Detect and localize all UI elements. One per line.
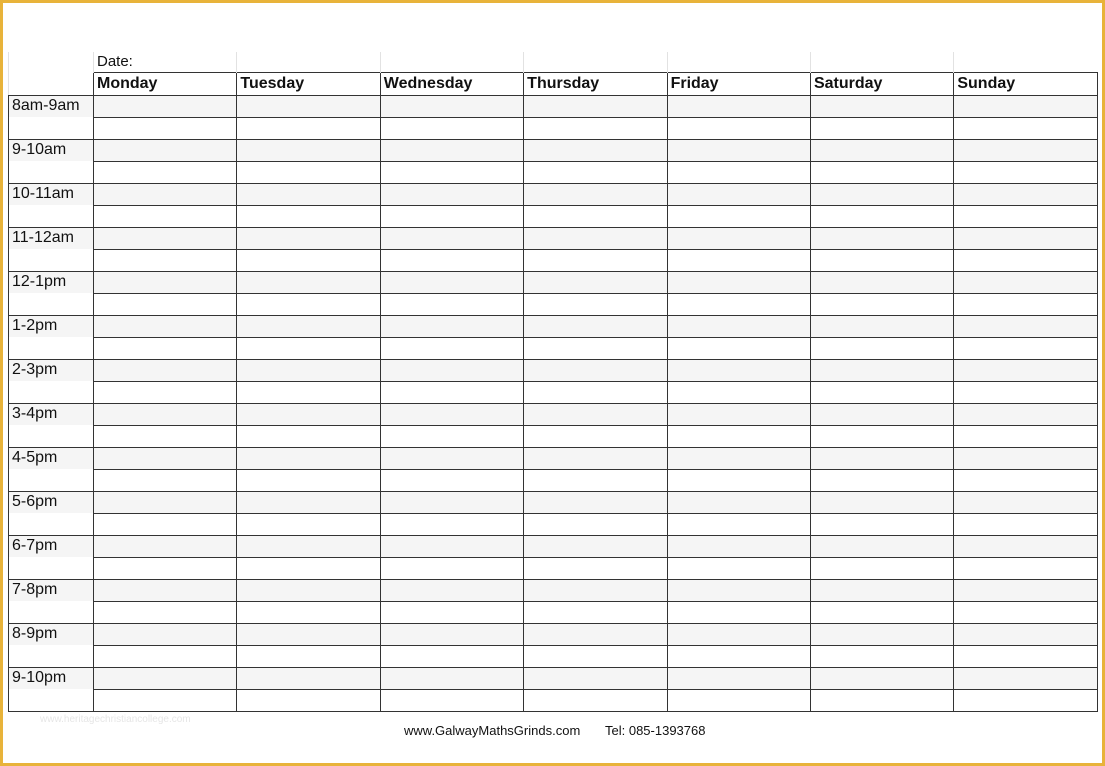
schedule-cell[interactable] (954, 447, 1097, 469)
time-slot-spacer (9, 601, 94, 623)
time-slot-row (9, 513, 1098, 535)
schedule-cell[interactable] (810, 95, 953, 117)
schedule-cell[interactable] (524, 557, 667, 579)
schedule-cell[interactable] (667, 337, 810, 359)
schedule-cell[interactable] (237, 579, 380, 601)
schedule-cell[interactable] (94, 689, 237, 711)
schedule-cell[interactable] (667, 491, 810, 513)
time-slot-row (9, 183, 1098, 205)
schedule-cell[interactable] (94, 95, 237, 117)
schedule-cell[interactable] (237, 183, 380, 205)
schedule-cell[interactable] (94, 183, 237, 205)
schedule-cell[interactable] (237, 667, 380, 689)
time-slot-spacer (9, 513, 94, 535)
schedule-cell[interactable] (810, 183, 953, 205)
schedule-cell[interactable] (380, 645, 523, 667)
schedule-cell[interactable] (524, 359, 667, 381)
schedule-cell[interactable] (94, 403, 237, 425)
schedule-cell[interactable] (524, 161, 667, 183)
schedule-cell[interactable] (94, 491, 237, 513)
time-slot-row (9, 139, 1098, 161)
schedule-cell[interactable] (237, 535, 380, 557)
schedule-cell[interactable] (954, 95, 1097, 117)
schedule-cell[interactable] (667, 117, 810, 139)
time-slot-spacer (9, 293, 94, 315)
schedule-cell[interactable] (237, 359, 380, 381)
day-header: Tuesday (237, 72, 380, 95)
schedule-cell[interactable] (380, 337, 523, 359)
time-slot-row (9, 425, 1098, 447)
schedule-cell[interactable] (810, 469, 953, 491)
schedule-cell[interactable] (524, 667, 667, 689)
schedule-cell[interactable] (237, 623, 380, 645)
schedule-cell[interactable] (237, 95, 380, 117)
time-slot-row (9, 579, 1098, 601)
time-slot-row (9, 293, 1098, 315)
day-header: Saturday (810, 72, 953, 95)
time-slot-label: 9-10am (9, 139, 94, 161)
schedule-cell[interactable] (954, 469, 1097, 491)
schedule-cell[interactable] (667, 95, 810, 117)
schedule-cell[interactable] (380, 249, 523, 271)
schedule-cell[interactable] (380, 95, 523, 117)
time-slot-spacer (9, 425, 94, 447)
schedule-cell[interactable] (380, 205, 523, 227)
time-slot-row (9, 403, 1098, 425)
schedule-cell[interactable] (524, 425, 667, 447)
schedule-cell[interactable] (667, 315, 810, 337)
time-slot-label: 6-7pm (9, 535, 94, 557)
time-slot-row (9, 95, 1098, 117)
time-slot-label: 4-5pm (9, 447, 94, 469)
schedule-cell[interactable] (94, 469, 237, 491)
day-header: Monday (94, 72, 237, 95)
schedule-cell[interactable] (94, 425, 237, 447)
schedule-cell[interactable] (810, 227, 953, 249)
time-slot-spacer (9, 117, 94, 139)
schedule-cell[interactable] (810, 447, 953, 469)
date-row (9, 52, 1098, 72)
schedule-cell[interactable] (237, 293, 380, 315)
schedule-cell[interactable] (810, 271, 953, 293)
time-slot-row (9, 689, 1098, 711)
schedule-cell[interactable] (667, 557, 810, 579)
schedule-cell[interactable] (94, 117, 237, 139)
schedule-cell[interactable] (667, 447, 810, 469)
schedule-cell[interactable] (524, 95, 667, 117)
schedule-cell[interactable] (954, 381, 1097, 403)
schedule-cell[interactable] (810, 337, 953, 359)
schedule-cell[interactable] (237, 381, 380, 403)
schedule-cell[interactable] (954, 227, 1097, 249)
schedule-cell[interactable] (380, 139, 523, 161)
time-slot-label: 3-4pm (9, 403, 94, 425)
schedule-cell[interactable] (667, 161, 810, 183)
schedule-cell[interactable] (380, 227, 523, 249)
weekly-schedule-table (8, 52, 1098, 712)
schedule-cell[interactable] (667, 579, 810, 601)
schedule-cell[interactable] (810, 645, 953, 667)
schedule-cell[interactable] (524, 381, 667, 403)
time-slot-row (9, 601, 1098, 623)
schedule-cell[interactable] (94, 139, 237, 161)
schedule-cell[interactable] (94, 645, 237, 667)
time-slot-label: 2-3pm (9, 359, 94, 381)
schedule-cell[interactable] (810, 139, 953, 161)
schedule-cell[interactable] (954, 557, 1097, 579)
schedule-cell[interactable] (954, 337, 1097, 359)
schedule-cell[interactable] (810, 579, 953, 601)
schedule-cell[interactable] (524, 337, 667, 359)
schedule-cell[interactable] (380, 469, 523, 491)
schedule-cell[interactable] (810, 161, 953, 183)
schedule-cell[interactable] (237, 469, 380, 491)
time-slot-spacer (9, 645, 94, 667)
schedule-cell[interactable] (237, 513, 380, 535)
schedule-cell[interactable] (954, 161, 1097, 183)
time-slot-row (9, 315, 1098, 337)
schedule-cell[interactable] (667, 381, 810, 403)
schedule-cell[interactable] (524, 535, 667, 557)
time-slot-row (9, 205, 1098, 227)
schedule-cell[interactable] (810, 293, 953, 315)
schedule-cell[interactable] (954, 403, 1097, 425)
schedule-cell[interactable] (380, 381, 523, 403)
weekly-planner-sheet (8, 52, 1097, 711)
schedule-cell[interactable] (94, 667, 237, 689)
schedule-cell[interactable] (524, 249, 667, 271)
schedule-cell[interactable] (954, 183, 1097, 205)
schedule-cell[interactable] (524, 403, 667, 425)
schedule-cell[interactable] (954, 535, 1097, 557)
schedule-cell[interactable] (237, 491, 380, 513)
schedule-cell[interactable] (380, 161, 523, 183)
schedule-cell[interactable] (380, 491, 523, 513)
schedule-cell[interactable] (810, 513, 953, 535)
day-header: Sunday (954, 72, 1097, 95)
schedule-cell[interactable] (524, 205, 667, 227)
schedule-cell[interactable] (810, 249, 953, 271)
time-slot-row (9, 161, 1098, 183)
schedule-cell[interactable] (237, 557, 380, 579)
time-slot-spacer (9, 469, 94, 491)
time-slot-row (9, 447, 1098, 469)
day-header: Friday (667, 72, 810, 95)
schedule-cell[interactable] (380, 513, 523, 535)
date-label: Date: (94, 52, 237, 72)
schedule-cell[interactable] (237, 249, 380, 271)
time-slot-label: 1-2pm (9, 315, 94, 337)
schedule-cell[interactable] (94, 447, 237, 469)
schedule-cell[interactable] (94, 293, 237, 315)
schedule-cell[interactable] (667, 645, 810, 667)
schedule-cell[interactable] (380, 315, 523, 337)
time-slot-spacer (9, 205, 94, 227)
schedule-cell[interactable] (954, 293, 1097, 315)
time-slot-label: 11-12am (9, 227, 94, 249)
schedule-cell[interactable] (237, 689, 380, 711)
schedule-cell[interactable] (954, 667, 1097, 689)
schedule-cell[interactable] (524, 227, 667, 249)
schedule-cell[interactable] (810, 425, 953, 447)
schedule-cell[interactable] (94, 337, 237, 359)
schedule-cell[interactable] (954, 205, 1097, 227)
schedule-cell[interactable] (237, 139, 380, 161)
schedule-cell[interactable] (237, 425, 380, 447)
schedule-cell[interactable] (667, 469, 810, 491)
schedule-cell[interactable] (237, 315, 380, 337)
schedule-cell[interactable] (380, 183, 523, 205)
time-slot-row (9, 381, 1098, 403)
schedule-cell[interactable] (667, 425, 810, 447)
schedule-cell[interactable] (524, 601, 667, 623)
footer-phone: Tel: 085-1393768 (605, 723, 706, 738)
schedule-cell[interactable] (237, 205, 380, 227)
time-slot-label: 9-10pm (9, 667, 94, 689)
time-slot-row (9, 535, 1098, 557)
time-slot-label: 8am-9am (9, 95, 94, 117)
schedule-cell[interactable] (94, 161, 237, 183)
schedule-cell[interactable] (667, 689, 810, 711)
schedule-cell[interactable] (667, 601, 810, 623)
schedule-cell[interactable] (667, 513, 810, 535)
day-header: Wednesday (380, 72, 523, 95)
schedule-cell[interactable] (524, 623, 667, 645)
time-slot-label: 8-9pm (9, 623, 94, 645)
time-slot-label: 12-1pm (9, 271, 94, 293)
time-slot-spacer (9, 337, 94, 359)
schedule-cell[interactable] (667, 139, 810, 161)
time-slot-row (9, 469, 1098, 491)
time-slot-label: 7-8pm (9, 579, 94, 601)
schedule-cell[interactable] (237, 227, 380, 249)
schedule-cell[interactable] (524, 315, 667, 337)
schedule-cell[interactable] (524, 491, 667, 513)
schedule-cell[interactable] (810, 315, 953, 337)
schedule-cell[interactable] (954, 601, 1097, 623)
schedule-cell[interactable] (380, 579, 523, 601)
schedule-cell[interactable] (810, 359, 953, 381)
schedule-cell[interactable] (810, 403, 953, 425)
time-slot-spacer (9, 381, 94, 403)
schedule-cell[interactable] (810, 535, 953, 557)
time-slot-row (9, 645, 1098, 667)
time-slot-row (9, 271, 1098, 293)
schedule-cell[interactable] (380, 425, 523, 447)
schedule-cell[interactable] (237, 271, 380, 293)
schedule-cell[interactable] (954, 117, 1097, 139)
schedule-cell[interactable] (810, 557, 953, 579)
schedule-cell[interactable] (954, 689, 1097, 711)
schedule-cell[interactable] (524, 645, 667, 667)
schedule-cell[interactable] (237, 447, 380, 469)
time-slot-row (9, 667, 1098, 689)
schedule-cell[interactable] (237, 645, 380, 667)
schedule-cell[interactable] (94, 205, 237, 227)
time-slot-row (9, 227, 1098, 249)
schedule-cell[interactable] (380, 403, 523, 425)
schedule-cell[interactable] (380, 117, 523, 139)
schedule-cell[interactable] (237, 117, 380, 139)
schedule-cell[interactable] (380, 601, 523, 623)
schedule-cell[interactable] (667, 403, 810, 425)
schedule-cell[interactable] (667, 249, 810, 271)
time-slot-row (9, 359, 1098, 381)
schedule-cell[interactable] (667, 667, 810, 689)
schedule-cell[interactable] (524, 579, 667, 601)
schedule-cell[interactable] (524, 271, 667, 293)
schedule-cell[interactable] (237, 403, 380, 425)
schedule-cell[interactable] (810, 667, 953, 689)
schedule-cell[interactable] (94, 249, 237, 271)
footer-website: www.GalwayMathsGrinds.com (404, 723, 581, 738)
schedule-cell[interactable] (94, 513, 237, 535)
schedule-cell[interactable] (524, 183, 667, 205)
schedule-cell[interactable] (810, 689, 953, 711)
schedule-cell[interactable] (954, 579, 1097, 601)
schedule-cell[interactable] (810, 205, 953, 227)
schedule-cell[interactable] (380, 293, 523, 315)
schedule-cell[interactable] (667, 623, 810, 645)
schedule-cell[interactable] (810, 601, 953, 623)
schedule-cell[interactable] (94, 623, 237, 645)
schedule-cell[interactable] (667, 183, 810, 205)
schedule-cell[interactable] (954, 139, 1097, 161)
schedule-cell[interactable] (94, 227, 237, 249)
schedule-cell[interactable] (524, 117, 667, 139)
schedule-cell[interactable] (954, 425, 1097, 447)
time-slot-row (9, 337, 1098, 359)
schedule-cell[interactable] (94, 381, 237, 403)
schedule-cell[interactable] (954, 645, 1097, 667)
schedule-cell[interactable] (237, 601, 380, 623)
header-corner (9, 72, 94, 95)
schedule-cell[interactable] (667, 293, 810, 315)
schedule-cell[interactable] (954, 623, 1097, 645)
schedule-cell[interactable] (94, 535, 237, 557)
schedule-cell[interactable] (380, 623, 523, 645)
schedule-cell[interactable] (237, 161, 380, 183)
time-slot-spacer (9, 161, 94, 183)
time-slot-spacer (9, 249, 94, 271)
date-row-spacer (9, 52, 94, 72)
schedule-cell[interactable] (94, 601, 237, 623)
time-slot-spacer (9, 689, 94, 711)
schedule-cell[interactable] (524, 469, 667, 491)
day-header-row (9, 72, 1098, 95)
schedule-cell[interactable] (954, 315, 1097, 337)
time-slot-row (9, 117, 1098, 139)
schedule-cell[interactable] (94, 315, 237, 337)
schedule-cell[interactable] (524, 139, 667, 161)
schedule-cell[interactable] (94, 557, 237, 579)
schedule-cell[interactable] (810, 381, 953, 403)
schedule-cell[interactable] (94, 271, 237, 293)
time-slot-row (9, 623, 1098, 645)
schedule-cell[interactable] (667, 205, 810, 227)
schedule-cell[interactable] (667, 271, 810, 293)
day-header: Thursday (524, 72, 667, 95)
schedule-cell[interactable] (380, 557, 523, 579)
schedule-cell[interactable] (667, 535, 810, 557)
schedule-cell[interactable] (524, 293, 667, 315)
schedule-cell[interactable] (954, 491, 1097, 513)
schedule-cell[interactable] (524, 447, 667, 469)
time-slot-row (9, 557, 1098, 579)
schedule-cell[interactable] (237, 337, 380, 359)
schedule-cell[interactable] (380, 535, 523, 557)
schedule-cell[interactable] (524, 689, 667, 711)
schedule-cell[interactable] (380, 271, 523, 293)
schedule-cell[interactable] (380, 359, 523, 381)
schedule-cell[interactable] (380, 667, 523, 689)
schedule-cell[interactable] (954, 271, 1097, 293)
schedule-cell[interactable] (810, 491, 953, 513)
schedule-cell[interactable] (954, 249, 1097, 271)
schedule-cell[interactable] (667, 359, 810, 381)
time-slot-row (9, 491, 1098, 513)
schedule-cell[interactable] (667, 227, 810, 249)
schedule-cell[interactable] (810, 623, 953, 645)
schedule-cell[interactable] (954, 513, 1097, 535)
time-slot-label: 10-11am (9, 183, 94, 205)
watermark-text: www.heritagechristiancollege.com (40, 714, 191, 725)
schedule-cell[interactable] (954, 359, 1097, 381)
schedule-cell[interactable] (524, 513, 667, 535)
schedule-cell[interactable] (380, 689, 523, 711)
time-slot-spacer (9, 557, 94, 579)
schedule-cell[interactable] (380, 447, 523, 469)
schedule-cell[interactable] (94, 359, 237, 381)
time-slot-row (9, 249, 1098, 271)
schedule-cell[interactable] (94, 579, 237, 601)
time-slot-label: 5-6pm (9, 491, 94, 513)
schedule-cell[interactable] (810, 117, 953, 139)
